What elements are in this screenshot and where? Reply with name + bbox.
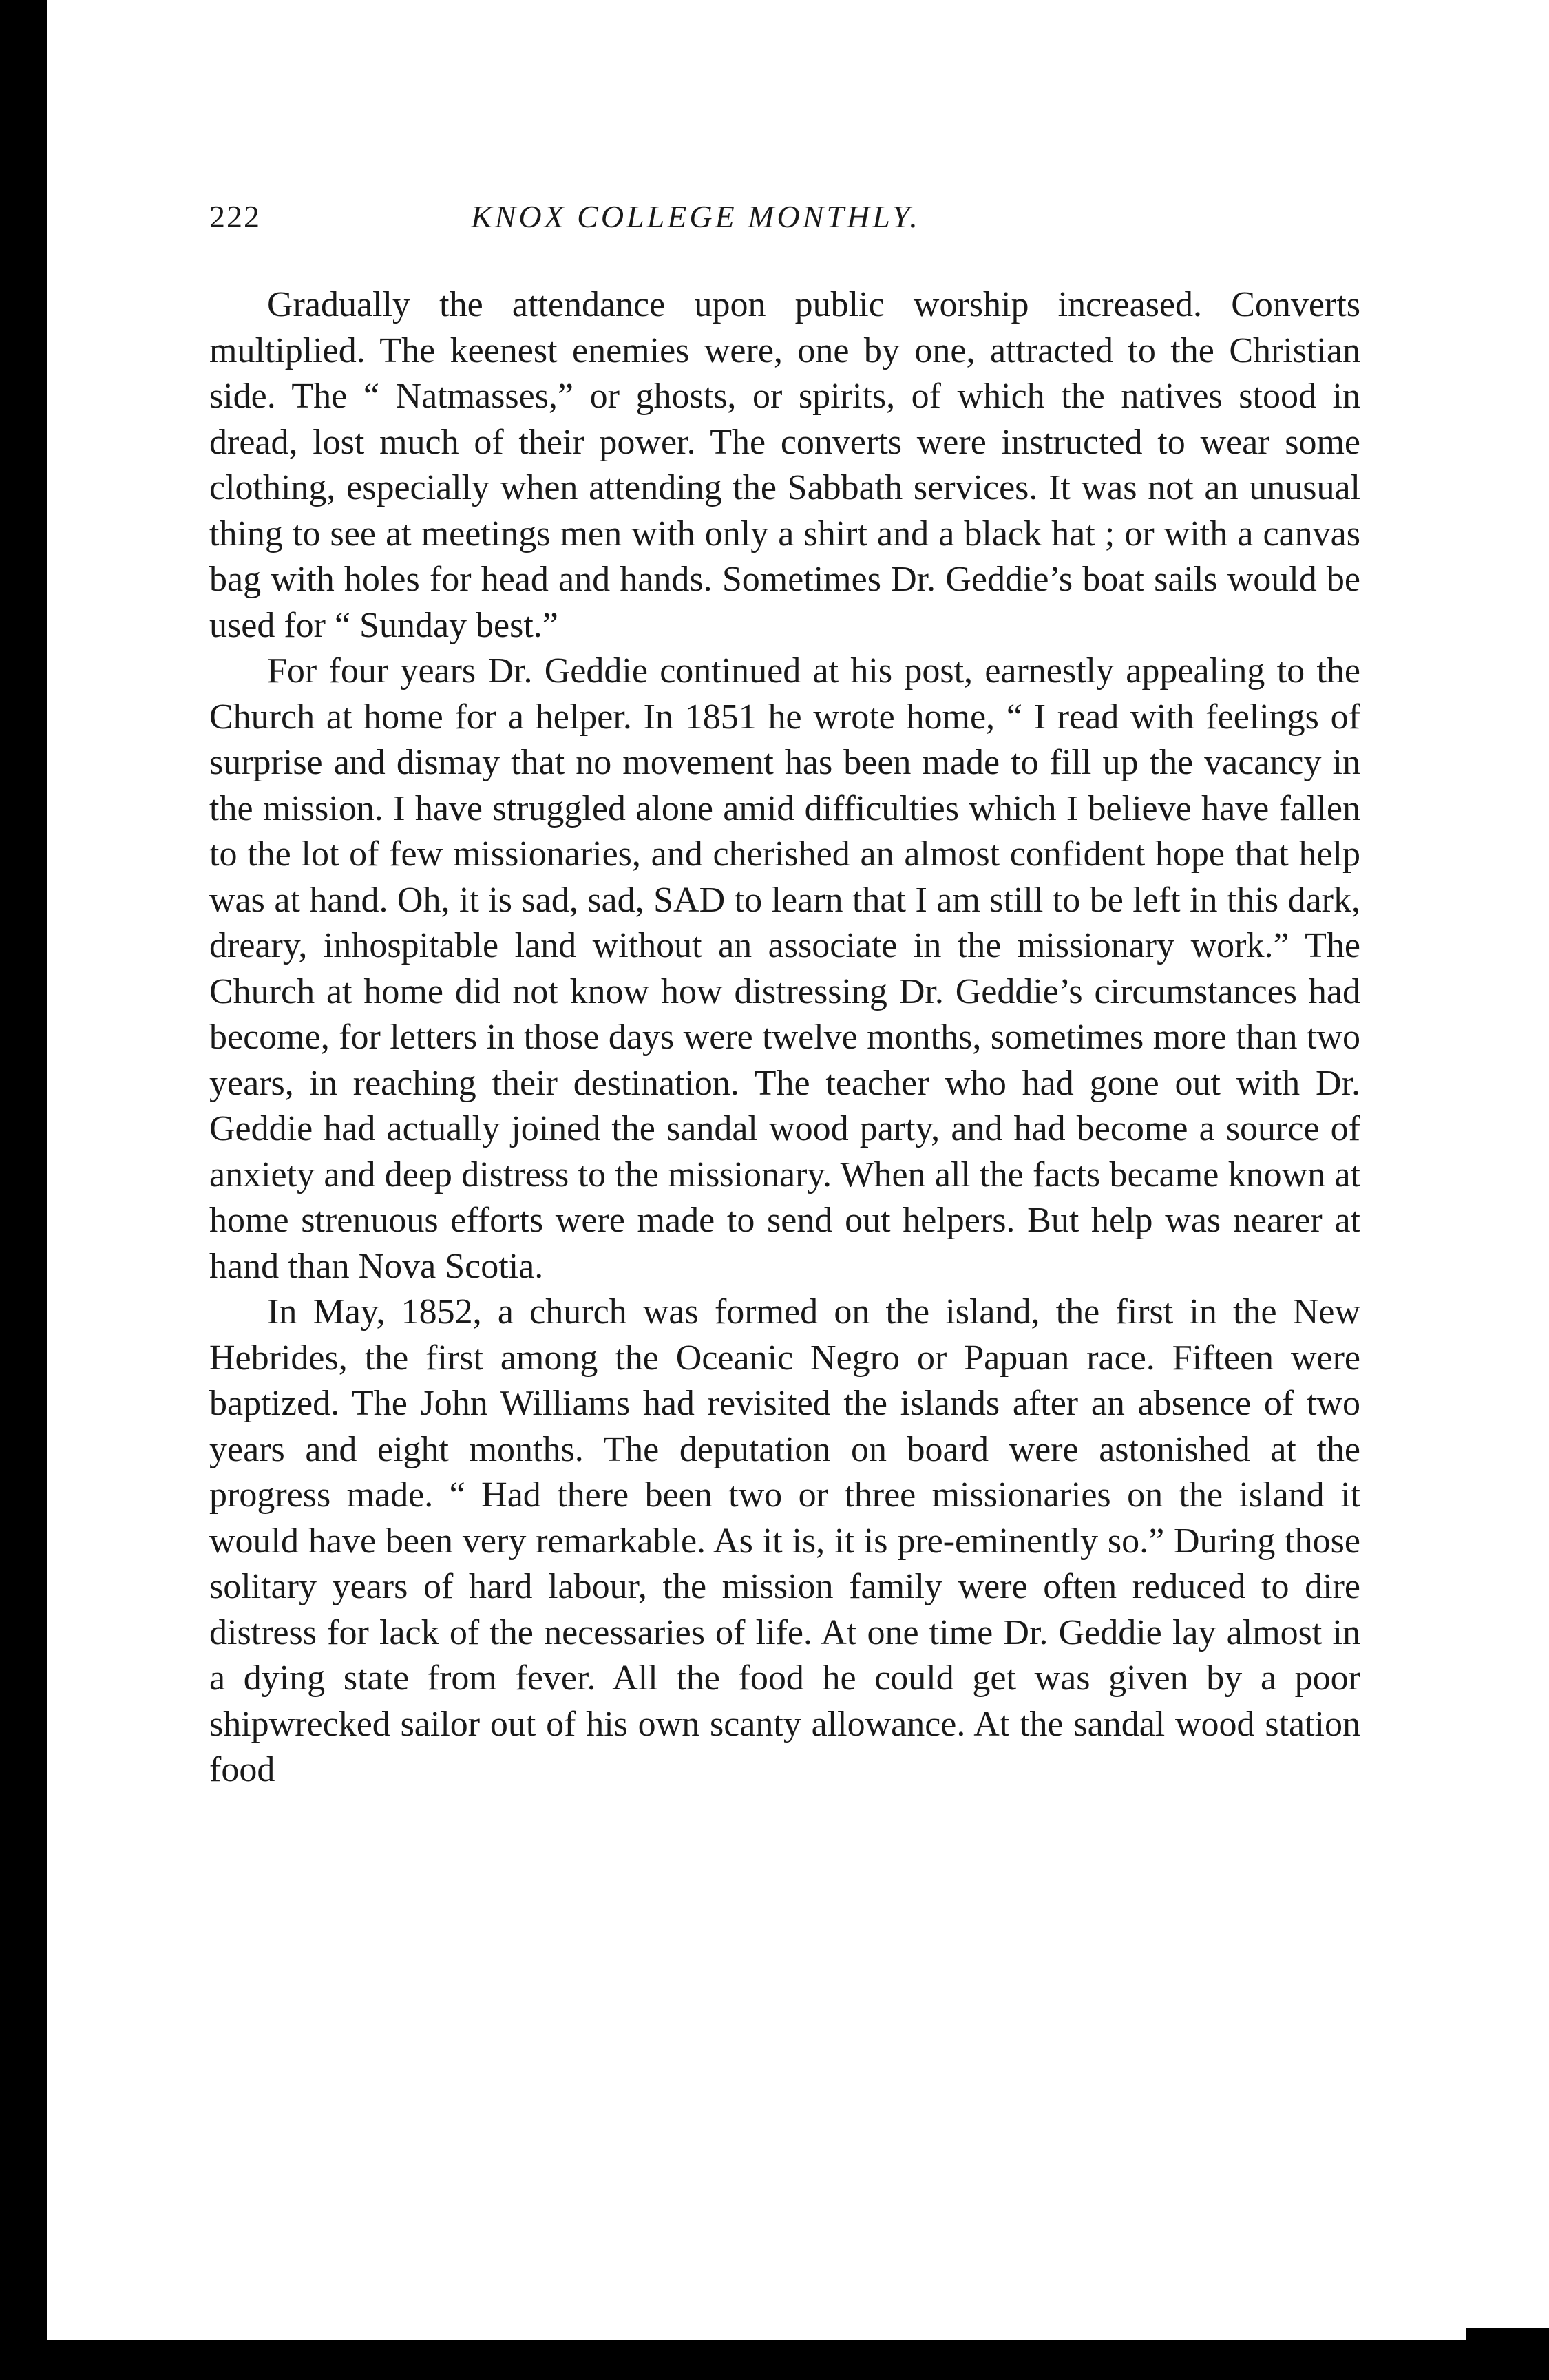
- scan-binding-edge-bottom: [0, 2340, 1549, 2380]
- page-number: 222: [209, 199, 261, 234]
- body-text: [209, 282, 1360, 1793]
- paragraph-church-formed: In May, 1852, a church was formed on the island, the first in the New Hebrides, the first among the Oceanic Negro or Papuan race. Fifteen were baptized. The John Williams had revisited the islands after an absence of two years and eight months. The deputation on board were astonished at the progress made. “ Had there been two or three missionaries on the island it would have been very remarkable. As it is, it is pre-eminently so.” During those solitary years of hard labour, the mission family were often reduced to dire distress for lack of the necessaries of life. At one time Dr. Geddie lay almost in a dying state from fever. All the food he could get was given by a poor shipwrecked sailor out of his own scanty allowance. At the sandal wood station food: [209, 1292, 1360, 1789]
- paragraph-four-years: For four years Dr. Geddie continued at his post, earnestly appealing to the Church at home for a helper. In 1851 he wrote home, “ I read with feelings of surprise and dismay that no movement has been made to fill up the vacancy in the mission. I have struggled alone amid difficulties which I believe have fallen to the lot of few missionaries, and cherished an almost confident hope that help was at hand. Oh, it is sad, sad, SAD to learn that I am still to be left in this dark, dreary, inhospitable land without an associate in the missionary work.” The Church at home did not know how distressing Dr. Geddie’s circumstances had become, for letters in those days were twelve months, sometimes more than two years, in reaching their destination. The teacher who had gone out with Dr. Geddie had actually joined the sandal wood party, and had become a source of anxiety and deep distress to the missionary. When all the facts became known at home strenuous efforts were made to send out helpers. But help was nearer at hand than Nova Scotia.: [209, 651, 1360, 1286]
- paragraph-attendance: Gradually the attendance upon public worship increased. Converts multiplied. The keenest enemies were, one by one, attracted to the Christian side. The “ Natmasses,” or ghosts, or spirits, of which the natives stood in dread, lost much of their power. The converts were instructed to wear some clothing, especially when attending the Sabbath services. It was not an unusual thing to see at meetings men with only a shirt and a black hat ; or with a canvas bag with holes for head and hands. Sometimes Dr. Geddie’s boat sails would be used for “ Sunday best.”: [209, 285, 1360, 645]
- running-head: [209, 191, 1360, 246]
- running-title: KNOX COLLEGE MONTHLY.: [471, 199, 920, 234]
- scan-binding-edge-left: [0, 0, 47, 2380]
- page: [209, 191, 1360, 1793]
